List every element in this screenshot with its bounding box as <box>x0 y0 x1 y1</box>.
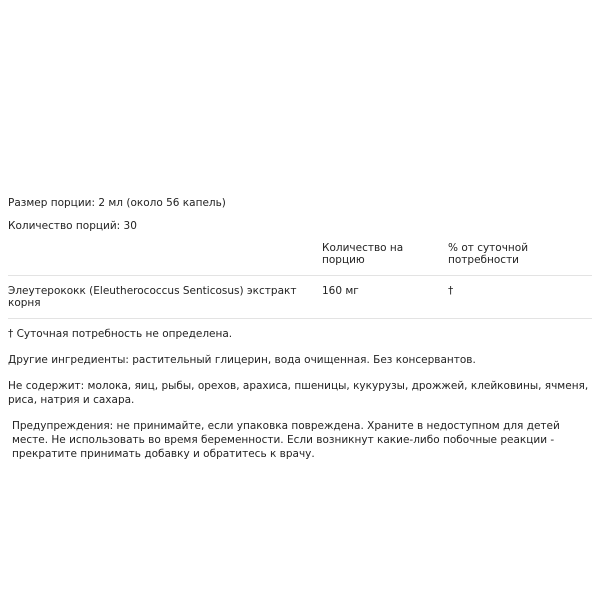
footnote: † Суточная потребность не определена. <box>8 328 233 340</box>
other-ingredients: Другие ингредиенты: растительный глицерин, вода очищенная. Без консервантов. <box>8 354 476 366</box>
header-name <box>8 242 322 266</box>
header-amount: Количество на порцию <box>322 242 404 266</box>
allergen-statement: Не содержит: молока, яиц, рыбы, орехов, арахиса, пшеницы, кукурузы, дрожжей, клейковины, ячменя, риса, натрия и сахара. <box>8 380 589 406</box>
supplement-facts <box>8 196 592 461</box>
ingredient-daily-value: † <box>448 285 454 297</box>
table-row <box>8 276 592 318</box>
serving-size: Размер порции: 2 мл (около 56 капель) <box>8 197 226 209</box>
divider <box>8 318 592 319</box>
table-header <box>8 242 592 275</box>
ingredient-name: Элеутерококк (Eleutherococcus Senticosus) экстракт корня <box>8 285 297 309</box>
header-daily-value: % от суточной потребности <box>448 242 529 266</box>
ingredient-amount: 160 мг <box>322 285 359 297</box>
warnings: Предупреждения: не принимайте, если упаковка повреждена. Храните в недоступном для детей месте. Не использовать во время беременности. Если возникнут какие-либо побочные реакции - прекратите принимать добавку и обратитесь к врачу. <box>12 420 560 460</box>
servings-per-container: Количество порций: 30 <box>8 220 137 232</box>
